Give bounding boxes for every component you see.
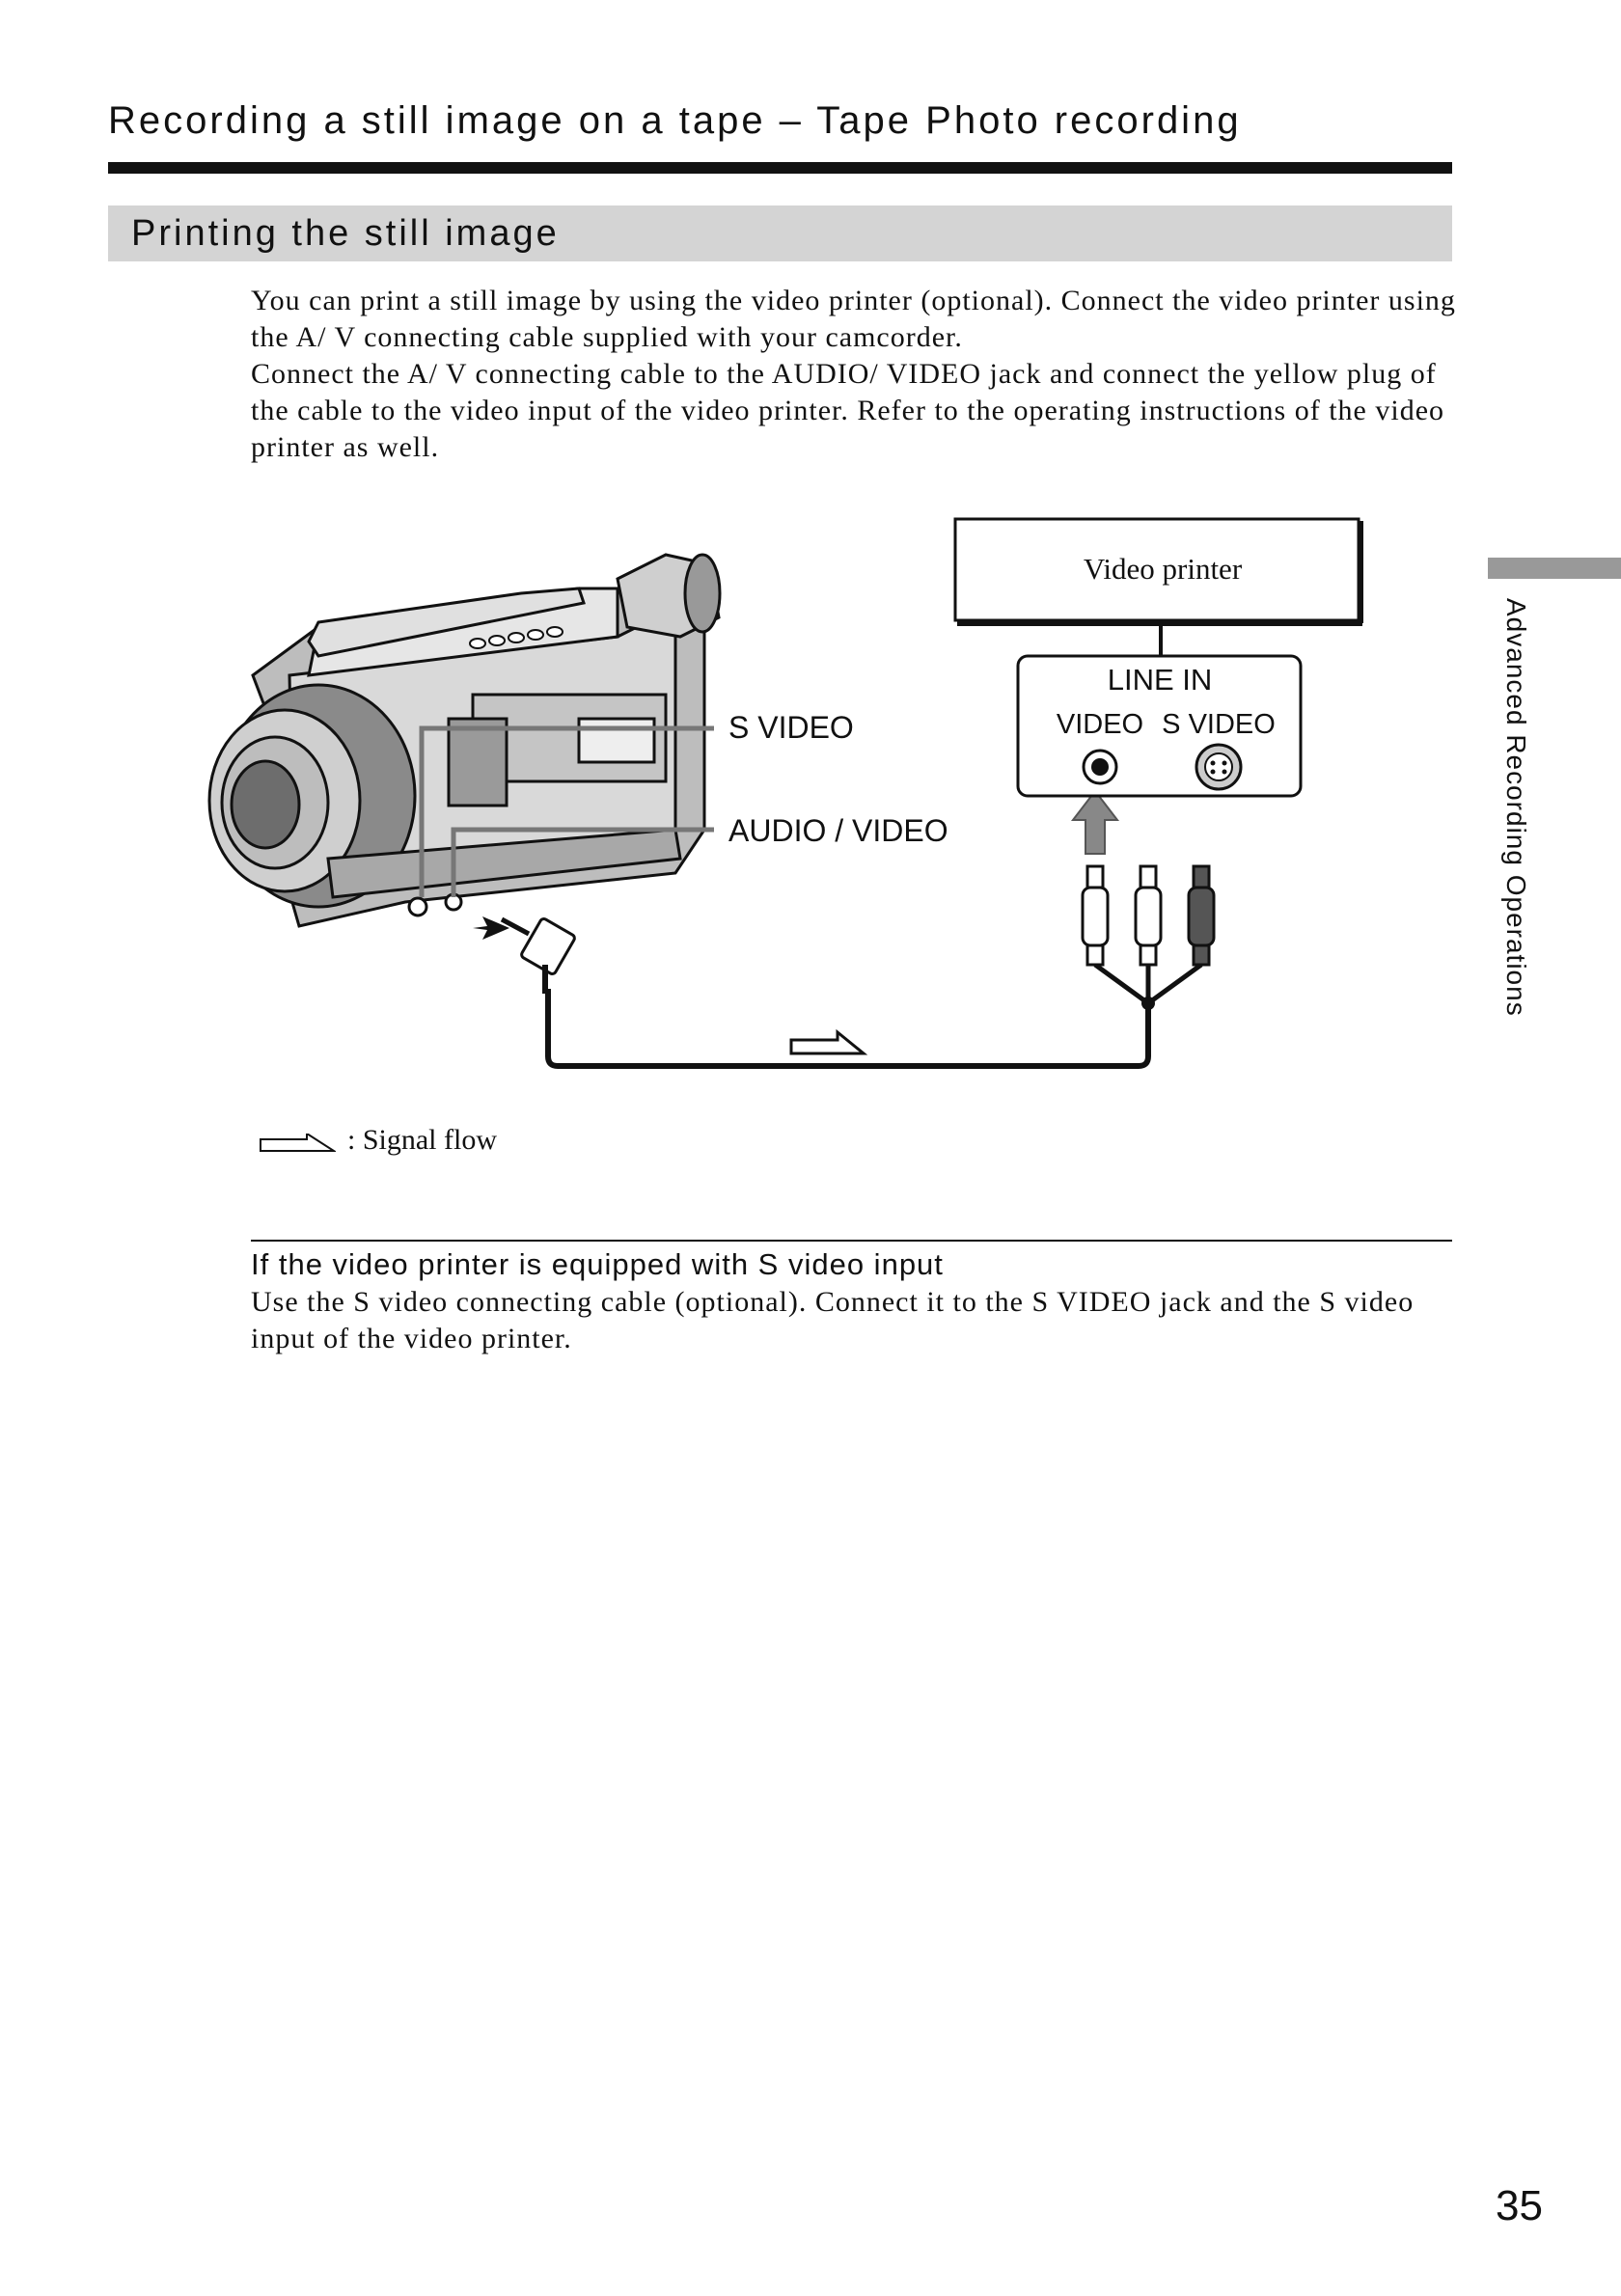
page-header-title: Recording a still image on a tape – Tape Photo recording xyxy=(108,99,1242,142)
note-rule xyxy=(251,1240,1452,1242)
rca-plug-audio-white xyxy=(1136,866,1161,965)
camcorder-plug xyxy=(502,917,576,994)
rca-plug-video xyxy=(1083,866,1108,965)
video-printer-label: Video printer xyxy=(1083,552,1243,586)
audio-video-callout-label: AUDIO / VIDEO xyxy=(728,813,948,848)
video-jack-icon xyxy=(1084,751,1116,783)
signal-flow-arrow xyxy=(791,1032,864,1053)
note-title: If the video printer is equipped with S video input xyxy=(251,1247,944,1281)
camcorder-illustration xyxy=(209,555,720,926)
section-title: Printing the still image xyxy=(131,213,560,254)
intro-paragraph-2: Connect the A/ V connecting cable to the AUDIO/ VIDEO jack and connect the yellow plug of the cable to the video input of the video printer. Refer to the operating instructions of the video printer as well. xyxy=(251,358,1445,463)
panel-video-label: VIDEO xyxy=(1056,709,1144,740)
line-in-title: LINE IN xyxy=(1107,663,1213,697)
svideo-jack-icon xyxy=(1196,745,1241,789)
connection-diagram xyxy=(0,0,1621,1109)
page-number: 35 xyxy=(1496,2182,1543,2229)
side-tab-bar xyxy=(1488,558,1621,579)
note-body: Use the S video connecting cable (optional). Connect it to the S VIDEO jack and the S video input of the video printer. xyxy=(251,1286,1415,1354)
signal-flow-legend-text: : Signal flow xyxy=(347,1124,497,1156)
cable-junction xyxy=(1141,997,1155,1010)
signal-flow-legend-arrow xyxy=(259,1134,336,1157)
side-tab-label: Advanced Recording Operations xyxy=(1501,598,1531,1017)
svideo-callout-label: S VIDEO xyxy=(728,710,854,745)
rca-plug-audio-red xyxy=(1189,866,1214,965)
insert-arrow xyxy=(1073,791,1117,854)
panel-svideo-label: S VIDEO xyxy=(1162,709,1276,740)
intro-paragraph-1: You can print a still image by using the video printer (optional). Connect the video printer using the A/ V connecting cable supplied with your camcorder. xyxy=(251,285,1456,353)
